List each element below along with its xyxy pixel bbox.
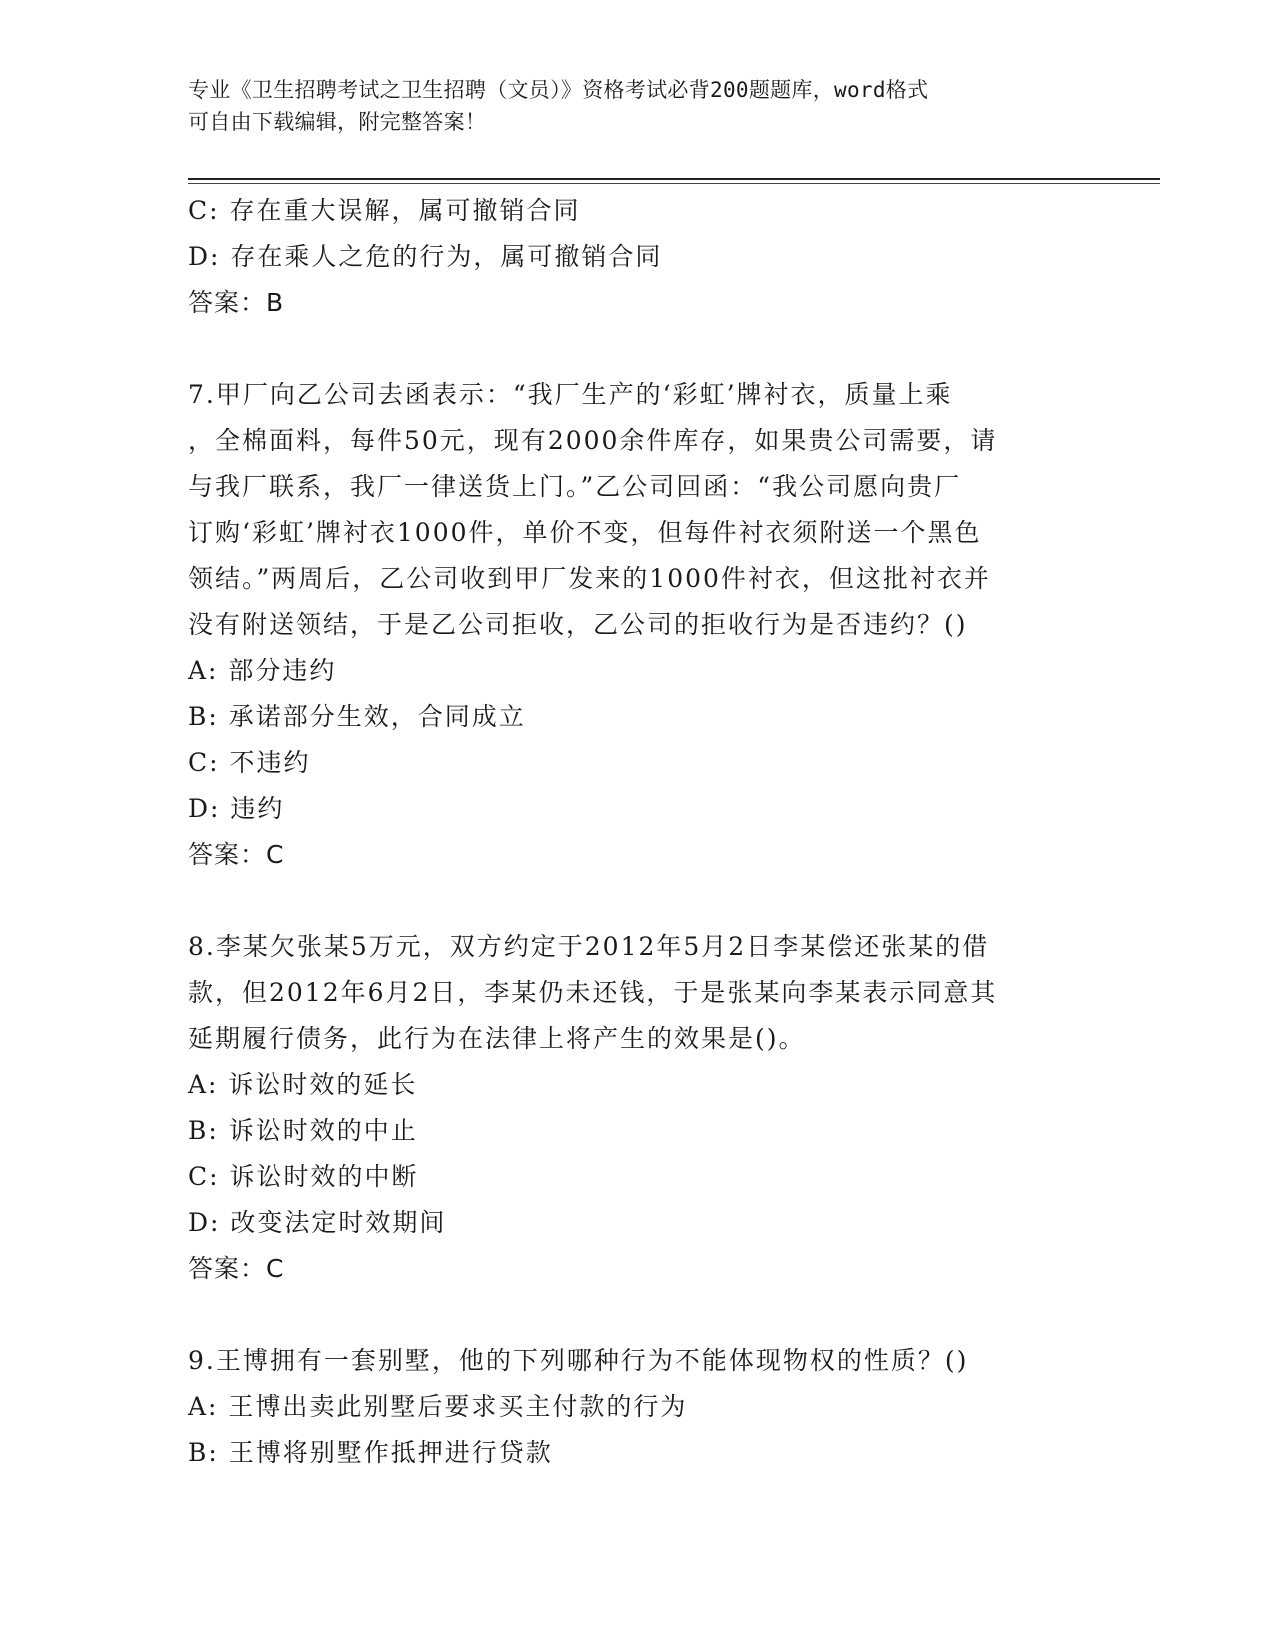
option-d: D: 改变法定时效期间 [188,1208,447,1237]
question-stem-line: 8.李某欠张某5万元，双方约定于2012年5月2日李某偿还张某的借 [188,932,990,961]
question-stem-line: 没有附送领结，于是乙公司拒收，乙公司的拒收行为是否违约？() [188,610,968,639]
question-stem-line: ，全棉面料，每件50元，现有2000余件库存，如果贵公司需要，请 [188,426,998,455]
option-a: A: 王博出卖此别墅后要求买主付款的行为 [188,1392,688,1421]
header-divider-thin [188,183,1160,184]
answer-line: 答案：C [188,1254,285,1283]
document-header [188,74,1088,138]
question-stem-line: 领结。”两周后，乙公司收到甲厂发来的1000件衬衣，但这批衬衣并 [188,564,991,593]
question-stem-line: 款，但2012年6月2日，李某仍未还钱，于是张某向李某表示同意其 [188,978,998,1007]
header-line-1: 专业《卫生招聘考试之卫生招聘（文员）》资格考试必背200题题库，word格式 [188,78,929,102]
question-stem-line: 9.王博拥有一套别墅，他的下列哪种行为不能体现物权的性质？() [188,1346,969,1375]
option-b: B: 王博将别墅作抵押进行贷款 [188,1438,553,1467]
option-c: C: 存在重大误解，属可撤销合同 [188,196,581,225]
question-stem-line: 延期履行债务，此行为在法律上将产生的效果是()。 [188,1024,806,1053]
header-line-2: 可自由下载编辑，附完整答案！ [188,110,487,134]
question-6-tail [188,188,1068,326]
option-c: C: 不违约 [188,748,311,777]
document-body [188,188,1068,1476]
option-b: B: 承诺部分生效，合同成立 [188,702,526,731]
question-stem-line: 订购‘彩虹’牌衬衣1000件，单价不变，但每件衬衣须附送一个黑色 [188,518,982,547]
option-b: B: 诉讼时效的中止 [188,1116,418,1145]
option-d: D: 存在乘人之危的行为，属可撤销合同 [188,242,663,271]
answer-line: 答案：C [188,840,285,869]
header-divider-thick [188,178,1160,180]
option-c: C: 诉讼时效的中断 [188,1162,419,1191]
question-8 [188,924,1068,1292]
question-stem-line: 7.甲厂向乙公司去函表示：“我厂生产的‘彩虹’牌衬衣，质量上乘 [188,380,953,409]
question-stem-line: 与我厂联系，我厂一律送货上门。”乙公司回函：“我公司愿向贵厂 [188,472,962,501]
option-d: D: 违约 [188,794,285,823]
option-a: A: 部分违约 [188,656,337,685]
question-9 [188,1338,1068,1476]
option-a: A: 诉讼时效的延长 [188,1070,418,1099]
question-7 [188,372,1068,878]
answer-line: 答案：B [188,288,285,317]
